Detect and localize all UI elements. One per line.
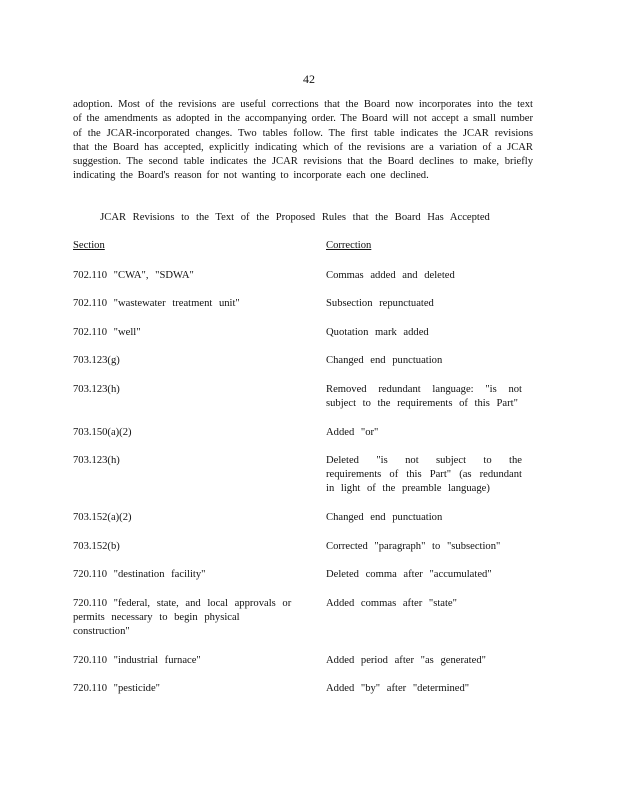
row-section: 703.152(a)(2) [73,512,132,523]
row-correction: Quotation mark added [326,327,429,338]
row-section: 703.123(h) [73,384,120,395]
row-correction: Added "by" after "determined" [326,683,470,694]
row-correction: Added period after "as generated" [326,655,486,666]
intro-paragraph: adoption. Most of the revisions are useful corrections that the Board now incorporates into the text of the amendments as adopted in the accompanying order. The Board will not accept a small number of the JCAR-incorporated changes. Two tables follow. The first table indicates the JCAR revisions that the Board has accepted, explicitly indicating which of the revisions are a variation of a JCAR suggestion. The second table indicates the JCAR revisions that the Board declines to make, briefly indicating the Board's reason for not wanting to incorporate each one declined. [73,99,533,182]
row-correction: Added commas after "state" [326,598,457,609]
row-section: 720.110 "federal, state, and local approvals or permits necessary to begin physical construction" [73,598,292,637]
row-section: 703.152(b) [73,541,120,552]
table-title: JCAR Revisions to the Text of the Proposed Rules that the Board Has Accepted [100,212,490,223]
row-section: 703.150(a)(2) [73,427,132,438]
row-section: 702.110 "CWA", "SDWA" [73,270,194,281]
row-section: 702.110 "wastewater treatment unit" [73,298,240,309]
row-section: 720.110 "industrial furnace" [73,655,201,666]
row-correction: Removed redundant language: "is not subject to the requirements of this Part" [326,384,522,409]
page-number: 42 [303,72,315,86]
row-section: 703.123(h) [73,455,120,466]
row-correction: Added "or" [326,427,379,438]
header-section: Section [73,240,105,251]
row-section: 720.110 "destination facility" [73,569,206,580]
row-correction: Deleted "is not subject to the requirements of this Part" (as redundant in light of the preamble language) [326,455,522,494]
row-correction: Changed end punctuation [326,355,443,366]
row-correction: Corrected "paragraph" to "subsection" [326,541,501,552]
row-section: 703.123(g) [73,355,120,366]
row-correction: Commas added and deleted [326,270,455,281]
row-correction: Changed end punctuation [326,512,443,523]
row-section: 720.110 "pesticide" [73,683,160,694]
header-correction: Correction [326,240,372,251]
row-correction: Deleted comma after "accumulated" [326,569,492,580]
row-correction: Subsection repunctuated [326,298,434,309]
row-section: 702.110 "well" [73,327,141,338]
